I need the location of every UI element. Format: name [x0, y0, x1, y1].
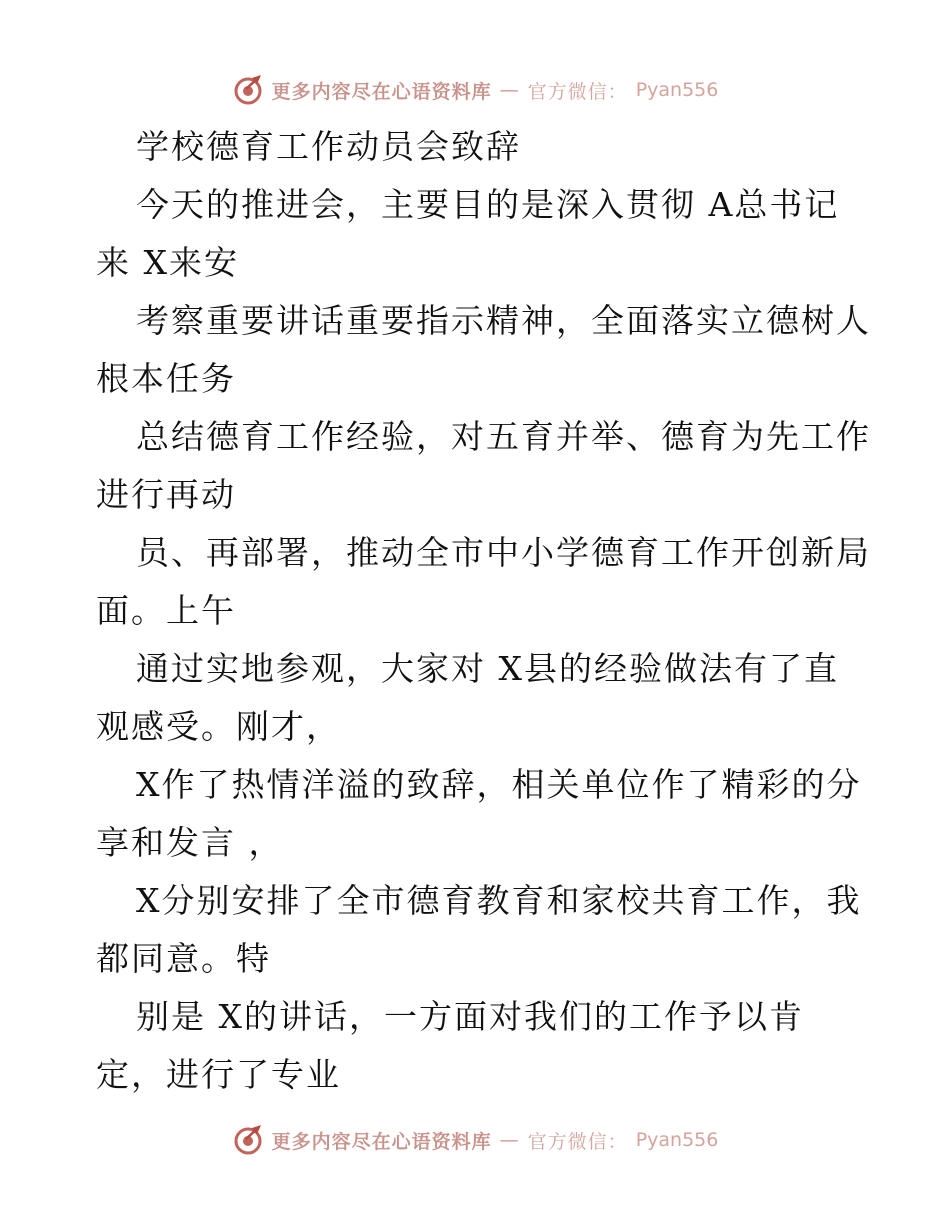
text-line: 都同意。特 — [96, 939, 271, 978]
text-line: X分别安排了全市德育教育和家校共育工作，我 — [136, 881, 862, 920]
pen-logo-icon — [232, 74, 264, 106]
banner-wechat-id: Pyan556 — [635, 1129, 719, 1151]
banner-wechat-id: Pyan556 — [635, 79, 719, 101]
text-line: 考察重要讲话重要指示精神，全面落实立德树人 — [136, 301, 871, 340]
text-line: 总结德育工作经验，对五育并举、德育为先工作 — [136, 417, 871, 456]
text-line: 来 X来安 — [96, 243, 239, 282]
banner-separator: — — [499, 79, 520, 101]
text-line: 员、再部署，推动全市中小学德育工作开创新局 — [136, 533, 871, 572]
text-line: 面。上午 — [96, 591, 236, 630]
text-line: 观感受。刚才， — [96, 707, 341, 746]
banner-main-text: 更多内容尽在心语资料库 — [271, 80, 492, 103]
banner-wechat-label: 官方微信： — [527, 1130, 628, 1153]
text-line: 别是 X的讲话，一方面对我们的工作予以肯 — [136, 997, 804, 1036]
text-line: 今天的推进会，主要目的是深入贯彻 A总书记 — [136, 185, 840, 224]
banner-wechat-label: 官方微信： — [527, 80, 628, 103]
document-body — [96, 118, 886, 1104]
text-line: 享和发言 ， — [96, 823, 284, 862]
document-title: 学校德育工作动员会致辞 — [136, 127, 521, 166]
pen-logo-icon — [232, 1124, 264, 1156]
text-line: 进行再动 — [96, 475, 236, 514]
footer-banner — [0, 1120, 950, 1160]
header-banner — [0, 70, 950, 110]
text-line: 定，进行了专业 — [96, 1055, 341, 1094]
banner-main-text: 更多内容尽在心语资料库 — [271, 1130, 492, 1153]
text-line: 根本任务 — [96, 359, 236, 398]
text-line: 通过实地参观，大家对 X县的经验做法有了直 — [136, 649, 839, 688]
text-line: X作了热情洋溢的致辞，相关单位作了精彩的分 — [136, 765, 862, 804]
banner-separator: — — [499, 1129, 520, 1151]
